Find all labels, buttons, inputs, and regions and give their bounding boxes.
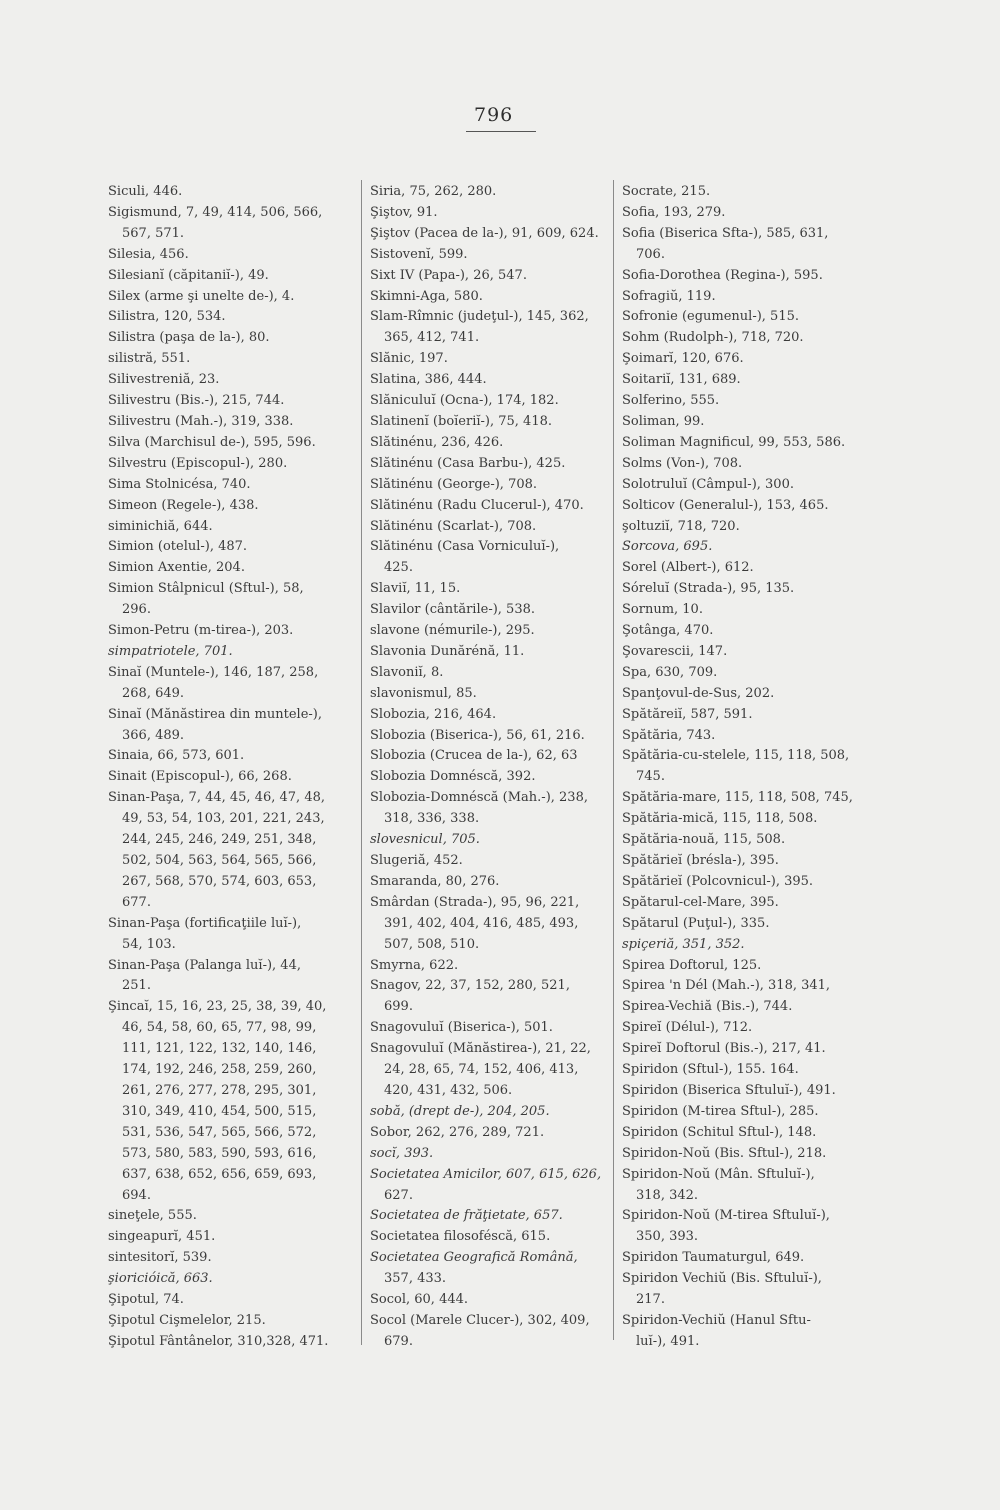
index-entry: 677. <box>122 894 151 910</box>
index-entry: 694. <box>122 1187 151 1203</box>
index-entry: 637, 638, 652, 656, 659, 693, <box>122 1166 317 1182</box>
index-entry: Sinaĭ (Mănăstirea din muntele-), <box>108 706 322 722</box>
index-entry: 366, 489. <box>122 727 185 743</box>
index-entry: Spătăreiĭ, 587, 591. <box>622 706 753 722</box>
index-entry: Slătinénu (George-), 708. <box>370 476 538 492</box>
index-entry: Spiridon (Schitul Sftul-), 148. <box>622 1124 817 1140</box>
index-entry: Slătinénu (Radu Clucerul-), 470. <box>370 497 584 513</box>
index-entry: Spiridon Taumaturgul, 649. <box>622 1250 805 1266</box>
index-entry: Slobozia-Domnéscă (Mah.-), 238, <box>370 790 588 806</box>
index-entry: 54, 103. <box>122 936 176 952</box>
index-entry: Slăniculuĭ (Ocna-), 174, 182. <box>370 393 559 409</box>
index-entry: Spătărieĭ (brésla-), 395. <box>622 853 779 868</box>
index-entry: Spireĭ (Délul-), 712. <box>622 1020 753 1036</box>
index-entry: Silistra (paşa de la-), 80. <box>108 330 270 346</box>
index-entry: Silesia, 456. <box>108 246 189 262</box>
index-entry: Sofragiŭ, 119. <box>622 288 716 304</box>
index-entry: 267, 568, 570, 574, 603, 653, <box>122 873 317 889</box>
index-entry: 46, 54, 58, 60, 65, 77, 98, 99, <box>122 1020 317 1036</box>
index-entry: sobă, (drept de-), 204, 205. <box>370 1103 550 1119</box>
index-entry: 310, 349, 410, 454, 500, 515, <box>122 1103 317 1119</box>
index-entry: Slănic, 197. <box>370 351 448 367</box>
index-entry: Slavonia Dunărénă, 11. <box>370 643 525 659</box>
index-entry: singeapurĭ, 451. <box>108 1229 216 1245</box>
index-entry: Silvestru (Episcopul-), 280. <box>108 455 288 471</box>
index-entry: Sofia-Dorothea (Regina-), 595. <box>622 267 823 283</box>
index-entry: Spătăria-nouă, 115, 508. <box>622 832 786 848</box>
index-entry: slavonismul, 85. <box>370 685 477 701</box>
index-entry: Spireĭ Doftorul (Bis.-), 217, 41. <box>622 1041 826 1057</box>
index-entry: Şovarescii, 147. <box>622 643 728 659</box>
index-entry: Snagov, 22, 37, 152, 280, 521, <box>370 978 570 994</box>
index-entry: Solms (Von-), 708. <box>622 455 743 471</box>
index-entry: 174, 192, 246, 258, 259, 260, <box>122 1062 317 1078</box>
index-entry: 217. <box>636 1292 665 1308</box>
index-entry: Skimni-Aga, 580. <box>370 288 483 304</box>
index-entry: 531, 536, 547, 565, 566, 572, <box>122 1124 317 1140</box>
index-entry: Smârdan (Strada-), 95, 96, 221, <box>370 894 580 910</box>
index-column-3 <box>622 182 878 1353</box>
index-entry: Spătăria, 743. <box>622 727 716 743</box>
index-entry: slovesnicul, 705. <box>370 832 480 848</box>
index-entry: 261, 276, 277, 278, 295, 301, <box>122 1082 317 1098</box>
index-entry: Slavoniĭ, 8. <box>370 664 444 680</box>
index-entry: Silex (arme şi unelte de-), 4. <box>108 288 295 304</box>
index-entry: Socol (Marele Clucer-), 302, 409, <box>370 1312 590 1328</box>
index-entry: Spirea-Vechiă (Bis.-), 744. <box>622 999 793 1015</box>
index-entry: 24, 28, 65, 74, 152, 406, 413, <box>384 1062 579 1078</box>
index-entry: Simion Axentie, 204. <box>108 560 245 576</box>
index-entry: 318, 336, 338. <box>384 811 480 827</box>
index-entry: Siculi, 446. <box>108 184 183 199</box>
index-entry: Spa, 630, 709. <box>622 664 718 680</box>
index-entry: Şiştov, 91. <box>370 204 438 220</box>
index-entry: sintesitorĭ, 539. <box>108 1250 212 1266</box>
index-entry: Spirea Doftorul, 125. <box>622 957 762 973</box>
index-entry: 420, 431, 432, 506. <box>384 1082 513 1098</box>
index-entry: 111, 121, 122, 132, 140, 146, <box>122 1041 317 1057</box>
index-entry: Sorcova, 695. <box>622 539 713 555</box>
index-entry: Şipotul Cişmelelor, 215. <box>108 1312 266 1328</box>
index-entry: 706. <box>636 246 665 262</box>
index-entry: 296. <box>122 602 151 618</box>
index-entry: Sixt IV (Papa-), 26, 547. <box>370 267 527 283</box>
index-entry: Spătărieĭ (Polcovnicul-), 395. <box>622 873 814 889</box>
index-entry: Sinan-Paşa (fortificaţiile luĭ-), <box>108 915 302 931</box>
index-entry: Societatea Amicilor, 607, 615, 626, <box>370 1166 602 1182</box>
index-entry: Sinaĭ (Muntele-), 146, 187, 258, <box>108 664 319 680</box>
index-entry: 745. <box>636 769 665 785</box>
index-entry: 425. <box>384 560 413 576</box>
index-entry: 251. <box>122 978 151 994</box>
index-entry: 502, 504, 563, 564, 565, 566, <box>122 853 317 868</box>
index-entry: Slobozia (Crucea de la-), 62, 63 <box>370 748 578 764</box>
index-entry: Spiridon-Noŭ (Bis. Sftul-), 218. <box>622 1145 827 1161</box>
index-entry: Sobor, 262, 276, 289, 721. <box>370 1124 545 1140</box>
index-entry: Smaranda, 80, 276. <box>370 873 500 889</box>
index-entry: Solotruluĭ (Câmpul-), 300. <box>622 476 794 492</box>
index-entry: Sofia, 193, 279. <box>622 204 726 220</box>
index-entry: Şotânga, 470. <box>622 623 714 639</box>
index-entry: 679. <box>384 1333 413 1349</box>
column-divider <box>361 180 362 1345</box>
index-entry: luĭ-), 491. <box>636 1333 700 1349</box>
index-entry: 627. <box>384 1187 413 1203</box>
index-entry: sineţele, 555. <box>108 1208 197 1224</box>
index-entry: Simion Stâlpnicul (Sftul-), 58, <box>108 581 304 597</box>
index-entry: silistră, 551. <box>108 351 191 367</box>
index-entry: Socol, 60, 444. <box>370 1292 469 1308</box>
index-entry: Soitariĭ, 131, 689. <box>622 372 741 388</box>
index-entry: Sima Stolnicésa, 740. <box>108 476 251 492</box>
index-entry: Spanţovul-de-Sus, 202. <box>622 685 775 701</box>
index-entry: Simeon (Regele-), 438. <box>108 497 259 513</box>
index-entry: 318, 342. <box>636 1187 699 1203</box>
index-entry: Simion (otelul-), 487. <box>108 539 248 555</box>
index-entry: Spătarul (Puţul-), 335. <box>622 915 770 931</box>
index-entry: Silivestreniă, 23. <box>108 372 220 388</box>
index-entry: Spiridon-Vechiŭ (Hanul Sftu- <box>622 1312 811 1328</box>
index-entry: şioricióică, 663. <box>108 1271 213 1287</box>
index-entry: spiçeriă, 351, 352. <box>622 936 745 952</box>
index-entry: Slaviĭ, 11, 15. <box>370 581 461 597</box>
index-entry: 268, 649. <box>122 685 185 701</box>
index-entry: Solticov (Generalul-), 153, 465. <box>622 497 829 513</box>
index-entry: Soliman, 99. <box>622 413 705 429</box>
index-entry: Solferino, 555. <box>622 393 720 409</box>
index-entry: Sigismund, 7, 49, 414, 506, 566, <box>108 204 323 220</box>
index-entry: Slobozia Domnéscă, 392. <box>370 769 536 785</box>
index-entry: Silivestru (Bis.-), 215, 744. <box>108 393 285 409</box>
index-entry: Soliman Magnificul, 99, 553, 586. <box>622 434 846 450</box>
index-entry: Slătinénu (Casa Vorniculuĭ-), <box>370 539 560 555</box>
index-entry: Simon-Petru (m-tirea-), 203. <box>108 623 294 639</box>
index-column-2 <box>370 182 610 1353</box>
index-entry: socĭ, 393. <box>370 1145 434 1161</box>
index-entry: Societatea de frăţietate, 657. <box>370 1208 563 1224</box>
index-entry: Societatea Geografică Română, <box>370 1250 578 1266</box>
index-entry: Sinait (Episcopul-), 66, 268. <box>108 769 292 785</box>
index-entry: Slatina, 386, 444. <box>370 372 487 388</box>
index-entry: Sorel (Albert-), 612. <box>622 560 754 576</box>
index-entry: Spirea 'n Dél (Mah.-), 318, 341, <box>622 978 831 994</box>
index-entry: Silesianĭ (căpitaniĭ-), 49. <box>108 267 269 283</box>
index-entry: Spătăria-mică, 115, 118, 508. <box>622 811 818 827</box>
index-entry: Spiridon-Noŭ (Mân. Sftuluĭ-), <box>622 1166 815 1182</box>
index-entry: Silistra, 120, 534. <box>108 309 226 325</box>
index-entry: Slugeriă, 452. <box>370 853 463 868</box>
index-entry: Silivestru (Mah.-), 319, 338. <box>108 413 294 429</box>
index-entry: 357, 433. <box>384 1271 447 1287</box>
index-entry: Şoimarĭ, 120, 676. <box>622 351 744 367</box>
index-entry: 49, 53, 54, 103, 201, 221, 243, <box>122 811 325 827</box>
index-entry: Spiridon (M-tirea Sftul-), 285. <box>622 1103 819 1119</box>
index-entry: Societatea filosoféscă, 615. <box>370 1229 551 1245</box>
index-entry: Şipotul Fântânelor, 310,328, 471. <box>108 1333 329 1349</box>
index-entry: 350, 393. <box>636 1229 699 1245</box>
column-divider <box>613 180 614 1340</box>
page-number: 796 <box>474 104 514 126</box>
index-entry: Spiridon (Biserica Sftuluĭ-), 491. <box>622 1082 836 1098</box>
index-entry: Sofronie (egumenul-), 515. <box>622 309 799 325</box>
index-entry: 699. <box>384 999 413 1015</box>
index-entry: Şincaĭ, 15, 16, 23, 25, 38, 39, 40, <box>108 999 327 1015</box>
index-entry: Sohm (Rudolph-), 718, 720. <box>622 330 804 346</box>
index-entry: Slavilor (cântările-), 538. <box>370 602 535 618</box>
index-entry: Sofia (Biserica Sfta-), 585, 631, <box>622 225 829 241</box>
index-entry: Sóreluĭ (Strada-), 95, 135. <box>622 581 795 597</box>
index-entry: Silva (Marchisul de-), 595, 596. <box>108 434 316 450</box>
index-entry: Sinaia, 66, 573, 601. <box>108 748 245 764</box>
index-entry: Siria, 75, 262, 280. <box>370 184 497 199</box>
index-entry: Spiridon-Noŭ (M-tirea Sftuluĭ-), <box>622 1208 830 1224</box>
index-entry: Spătarul-cel-Mare, 395. <box>622 894 779 910</box>
index-entry: Slobozia (Biserica-), 56, 61, 216. <box>370 727 585 743</box>
index-entry: Slatinenĭ (boĭeriĭ-), 75, 418. <box>370 413 553 429</box>
index-entry: Sistovenĭ, 599. <box>370 246 468 262</box>
index-entry: 573, 580, 583, 590, 593, 616, <box>122 1145 317 1161</box>
index-entry: slavone (némurile-), 295. <box>370 623 535 639</box>
index-entry: Sornum, 10. <box>622 602 703 618</box>
index-entry: Sinan-Paşa, 7, 44, 45, 46, 47, 48, <box>108 790 325 806</box>
index-entry: siminichiă, 644. <box>108 518 213 534</box>
index-entry: simpatriotele, 701. <box>108 643 233 659</box>
index-entry: Slam-Rîmnic (judeţul-), 145, 362, <box>370 309 589 325</box>
index-entry: 507, 508, 510. <box>384 936 480 952</box>
index-column-1 <box>108 182 358 1353</box>
index-entry: 567, 571. <box>122 225 185 241</box>
index-entry: Spătăria-cu-stelele, 115, 118, 508, <box>622 748 850 764</box>
index-entry: Spiridon (Sftul-), 155. 164. <box>622 1062 799 1078</box>
page-number-rule <box>466 131 536 132</box>
index-entry: Slătinénu, 236, 426. <box>370 434 504 450</box>
index-entry: Snagovuluĭ (Biserica-), 501. <box>370 1020 553 1036</box>
index-entry: Şipotul, 74. <box>108 1292 184 1308</box>
index-entry: Slobozia, 216, 464. <box>370 706 497 722</box>
index-entry: şoltuziĭ, 718, 720. <box>622 518 740 534</box>
index-entry: Sinan-Paşa (Palanga luĭ-), 44, <box>108 957 301 973</box>
index-entry: 365, 412, 741. <box>384 330 480 346</box>
index-entry: Slătinénu (Casa Barbu-), 425. <box>370 455 566 471</box>
index-entry: 244, 245, 246, 249, 251, 348, <box>122 832 317 848</box>
index-entry: Smyrna, 622. <box>370 957 459 973</box>
index-entry: Snagovuluĭ (Mănăstirea-), 21, 22, <box>370 1041 591 1057</box>
index-entry: Şiştov (Pacea de la-), 91, 609, 624. <box>370 225 599 241</box>
index-entry: Socrate, 215. <box>622 184 711 199</box>
index-entry: 391, 402, 404, 416, 485, 493, <box>384 915 579 931</box>
index-entry: Spiridon Vechiŭ (Bis. Sftuluĭ-), <box>622 1271 822 1287</box>
index-entry: Slătinénu (Scarlat-), 708. <box>370 518 537 534</box>
index-entry: Spătăria-mare, 115, 118, 508, 745, <box>622 790 853 806</box>
